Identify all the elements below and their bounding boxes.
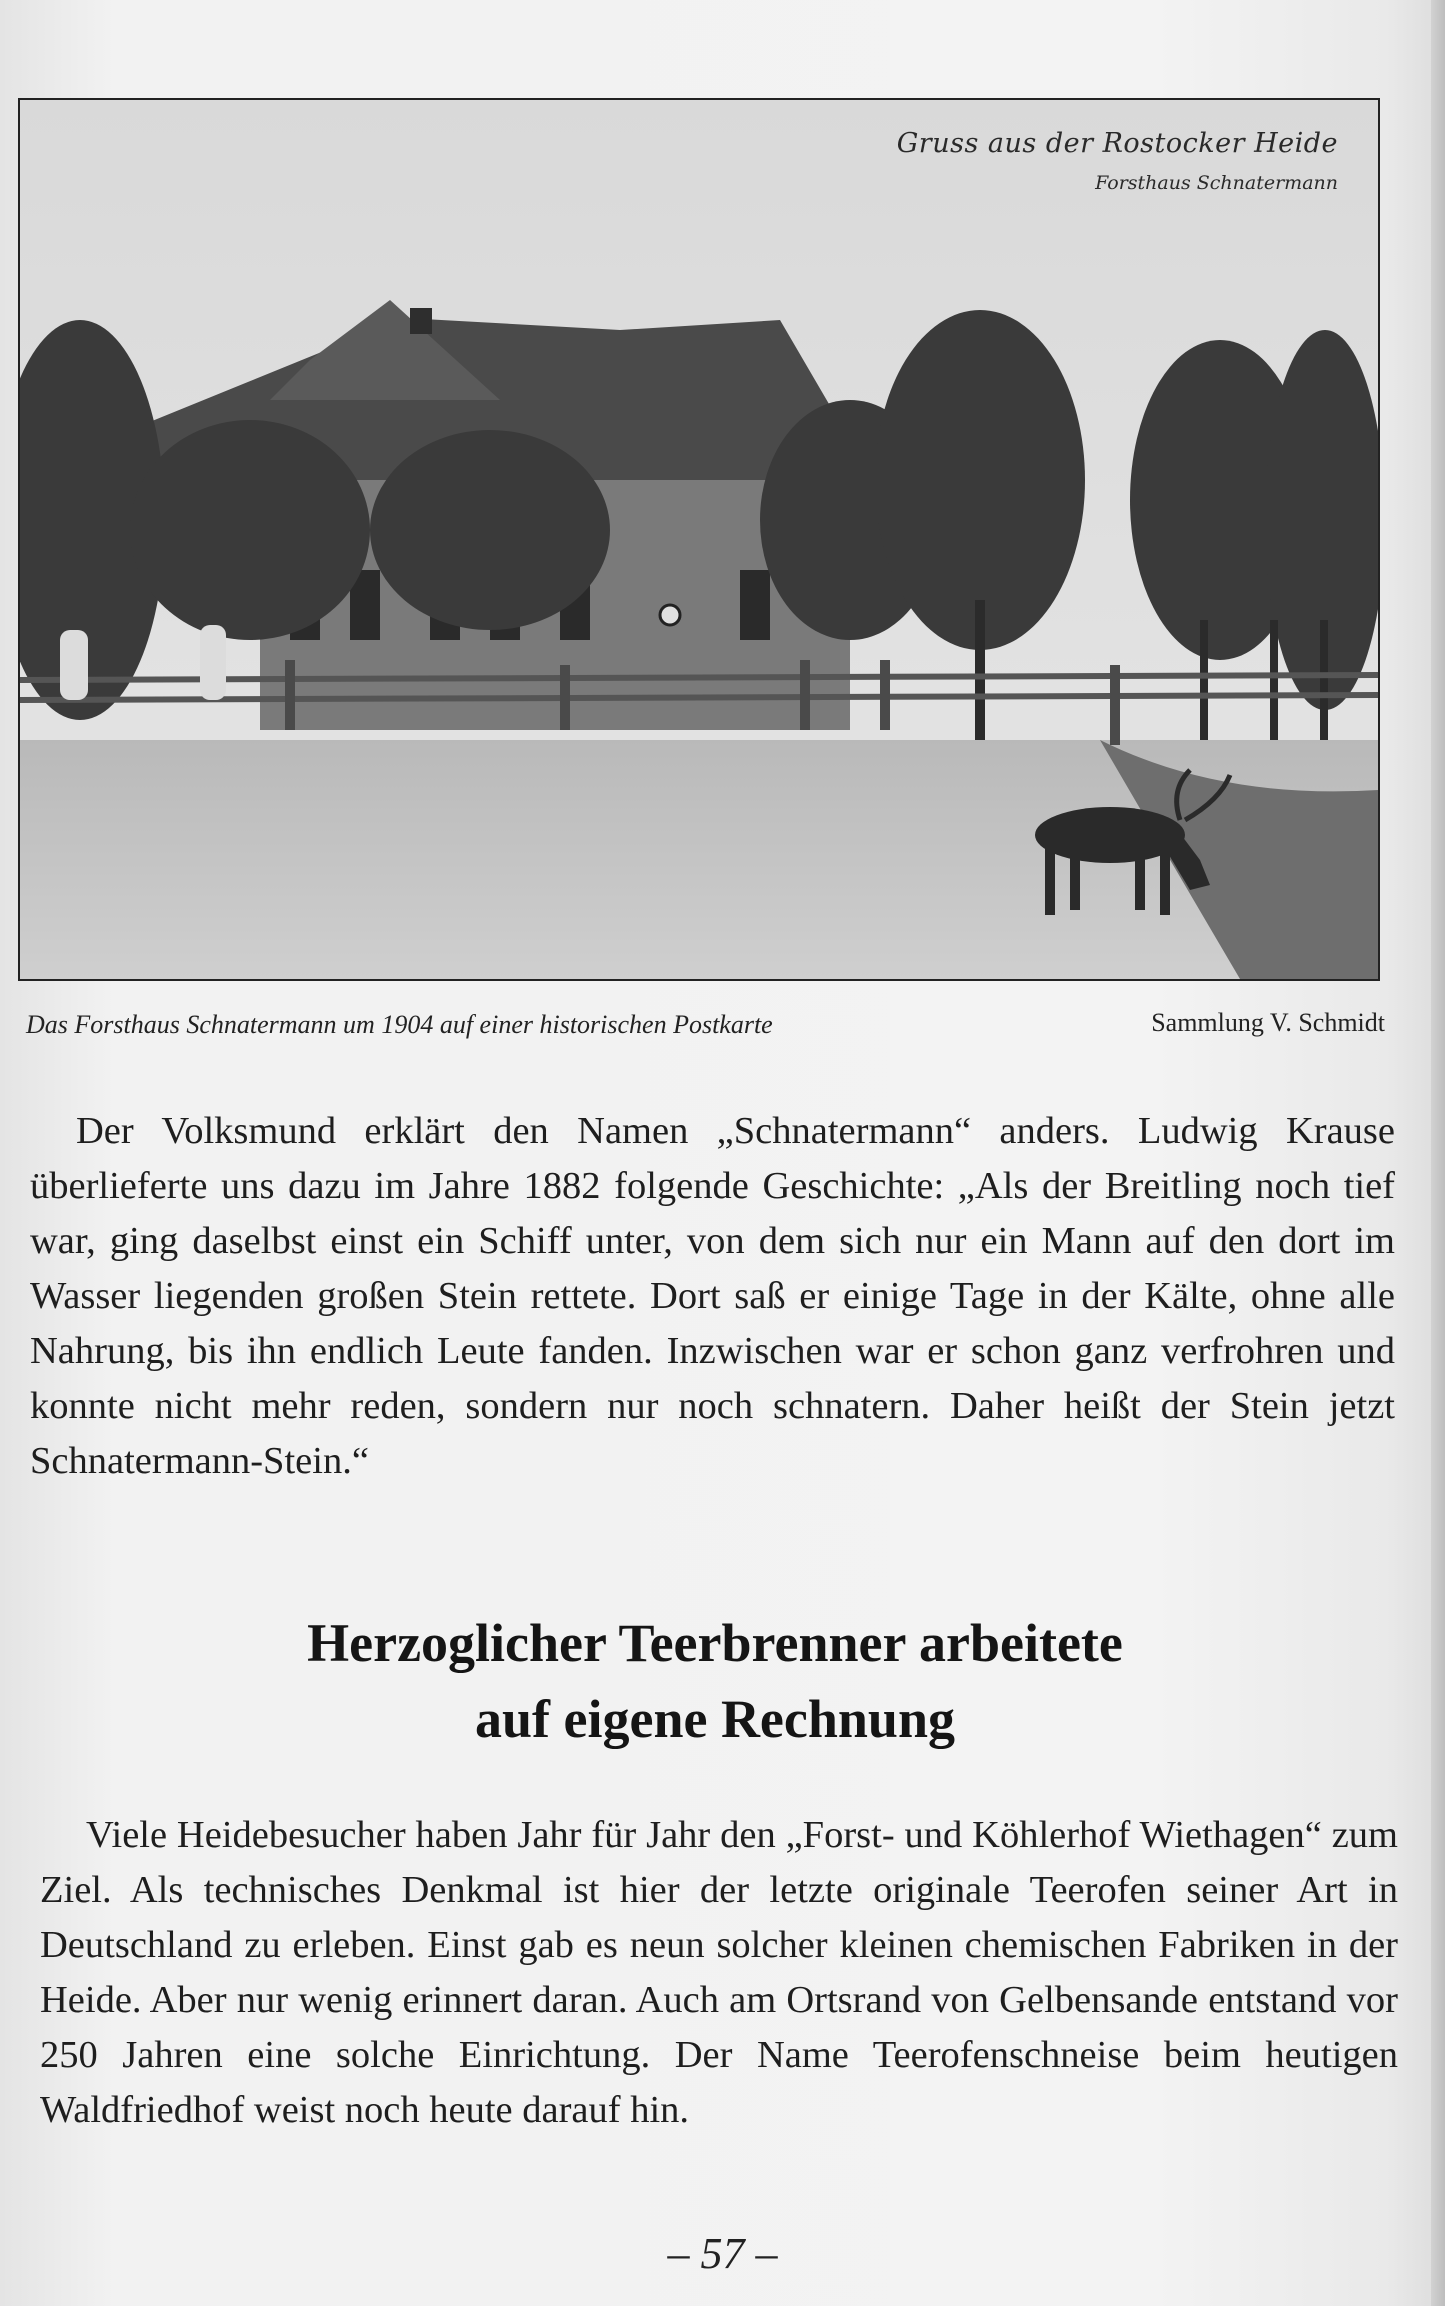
page-number: – 57 – <box>667 2229 778 2278</box>
body-paragraph-2 <box>40 1808 1398 2138</box>
figure-caption: Das Forsthaus Schnatermann um 1904 auf einer historischen Postkarte <box>26 1010 773 1039</box>
heading-line-1: Herzoglicher Teerbrenner arbeitete <box>307 1613 1123 1673</box>
postcard-subtitle: Forsthaus Schnatermann <box>1095 172 1338 194</box>
postcard-title: Gruss aus der Rostocker Heide <box>896 128 1338 159</box>
historic-postcard-photo <box>18 98 1380 981</box>
section-heading <box>130 1605 1300 1757</box>
figure-credit: Sammlung V. Schmidt <box>1151 1008 1385 1037</box>
page-edge-shadow <box>1431 0 1445 2306</box>
paragraph-text: Viele Heidebesucher haben Jahr für Jahr den „Forst- und Köhlerhof Wiethagen“ zum Ziel. Als technisches Denkmal ist hier der letzte originale Teerofen seiner Art in Deutschland zu erleben. Einst gab es neun solcher kleinen chemischen Fabriken in der Heide. Aber nur wenig erinnert daran. Auch am Ortsrand von Gelbensande entstand vor 250 Jahren eine solche Einrichtung. Der Name Teerofenschneise beim heutigen Waldfriedhof weist noch heute darauf hin. <box>40 1814 1398 2131</box>
heading-line-2: auf eigene Rechnung <box>474 1689 955 1749</box>
paragraph-text: Der Volksmund erklärt den Namen „Schnatermann“ anders. Ludwig Krause überlieferte uns dazu im Jahre 1882 folgende Geschichte: „Als der Breitling noch tief war, ging daselbst einst ein Schiff unter, von dem sich nur ein Mann auf den dort im Wasser liegenden großen Stein rettete. Dort saß er einige Tage in der Kälte, ohne alle Nahrung, bis ihn endlich Leute fanden. Inzwischen war er schon ganz verfrohren und konnte nicht mehr reden, sondern nur noch schnatern. Daher heißt der Stein jetzt Schnatermann-Stein.“ <box>30 1110 1395 1482</box>
body-paragraph-1 <box>30 1104 1395 1489</box>
forsthaus-illustration <box>20 100 1378 979</box>
